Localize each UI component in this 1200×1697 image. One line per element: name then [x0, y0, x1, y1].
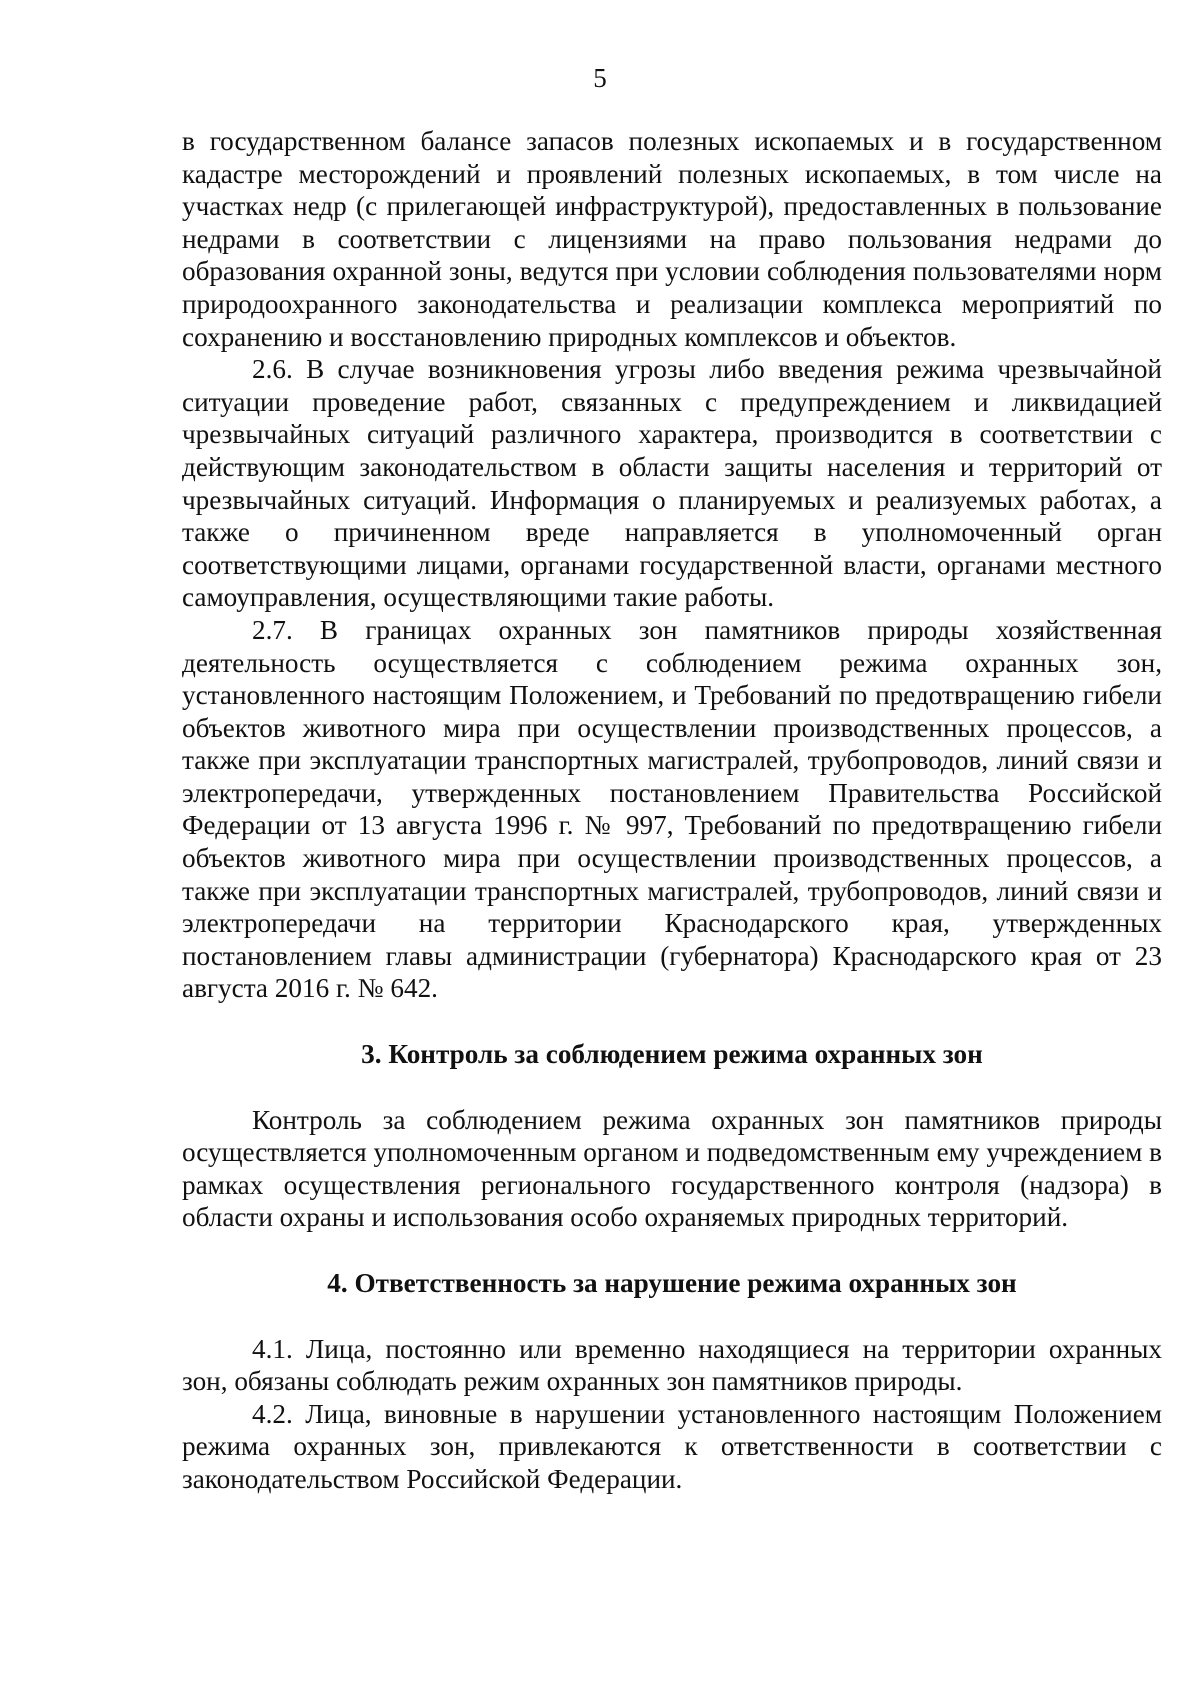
paragraph-2-7: 2.7. В границах охранных зон памятников природы хозяйственная деятельность осуществляется с соблюдением режима охранных зон, установленного настоящим Положением, и Требований по предотвращению гибели объектов животного мира при осуществлении производственных процессов, а также при эксплуатации транспортных магистралей, трубопроводов, линий связи и электропередачи, утвержденных постановлением Правительства Российской Федерации от 13 августа 1996 г. № 997, Требований по предотвращению гибели объектов животного мира при осуществлении производственных процессов, а также при эксплуатации транспортных магистралей, трубопроводов, линий связи и электропередачи на территории Краснодарского края, утвержденных постановлением главы администрации (губернатора) Краснодарского края от 23 августа 2016 г. № 642. — [182, 614, 1162, 1004]
paragraph-3: Контроль за соблюдением режима охранных зон памятников природы осуществляется уполномоченным органом и подведомственным ему учреждением в рамках осуществления регионального государственного контроля (надзора) в области охраны и использования особо охраняемых природных территорий. — [182, 1104, 1162, 1233]
section-3-heading: 3. Контроль за соблюдением режима охранных зон — [361, 1039, 983, 1070]
paragraph-2-6: 2.6. В случае возникновения угрозы либо введения режима чрезвычайной ситуации проведение работ, связанных с предупреждением и ликвидацией чрезвычайных ситуаций различного характера, производится в соответствии с действующим законодательством в области защиты населения и территорий от чрезвычайных ситуаций. Информация о планируемых и реализуемых работах, а также о причиненном вреде направляется в уполномоченный орган соответствующими лицами, органами государственной власти, органами местного самоуправления, осуществляющими такие работы. — [182, 354, 1162, 613]
page-number: 5 — [593, 63, 607, 93]
document-body — [182, 125, 1162, 1496]
paragraph-continuation: в государственном балансе запасов полезных ископаемых и в государственном кадастре месторождений и проявлений полезных ископаемых, в том числе на участках недр (с прилегающей инфраструктурой), предоставленных в пользование недрами в соответствии с лицензиями на право пользования недрами до образования охранной зоны, ведутся при условии соблюдения пользователями норм природоохранного законодательства и реализации комплекса мероприятий по сохранению и восстановлению природных комплексов и объектов. — [182, 126, 1162, 352]
section-4-heading: 4. Ответственность за нарушение режима охранных зон — [327, 1268, 1017, 1298]
paragraph-4-1: 4.1. Лица, постоянно или временно находящиеся на территории охранных зон, обязаны соблюдать режим охранных зон памятников природы. — [182, 1333, 1162, 1397]
paragraph-4-2: 4.2. Лица, виновные в нарушении установленного настоящим Положением режима охранных зон, привлекаются к ответственности в соответствии с законодательством Российской Федерации. — [182, 1398, 1162, 1494]
